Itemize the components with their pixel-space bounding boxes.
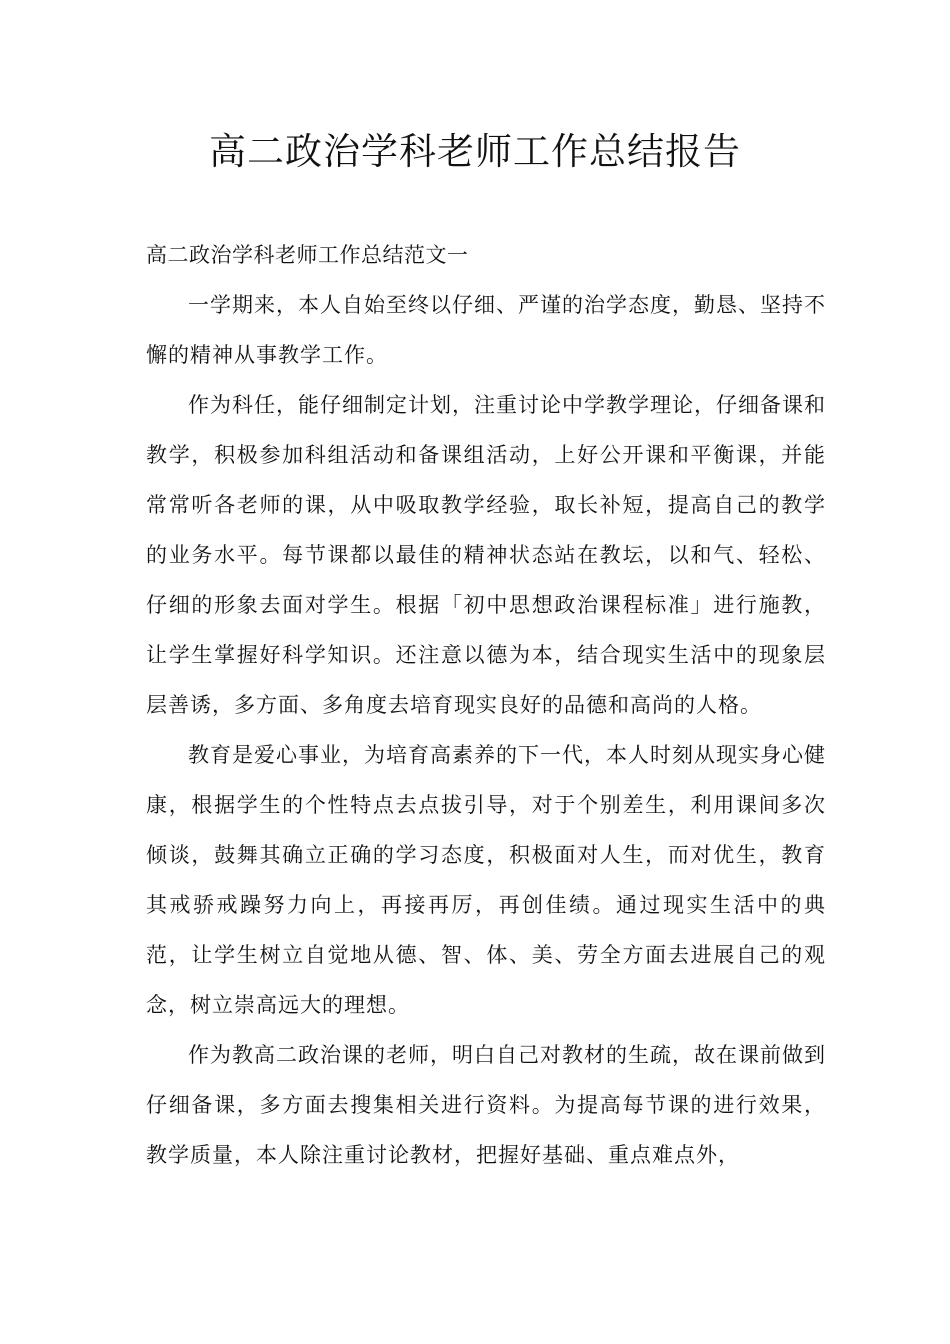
document-body bbox=[146, 230, 826, 1180]
paragraph-2: 作为科任，能仔细制定计划，注重讨论中学教学理论，仔细备课和教学，积极参加科组活动和备课组活动，上好公开课和平衡课，并能常常听各老师的课，从中吸取教学经验，取长补短，提高自己的教学的业务水平。每节课都以最佳的精神状态站在教坛，以和气、轻松、仔细的形象去面对学生。根据「初中思想政治课程标准」进行施教，让学生掌握好科学知识。还注意以德为本，结合现实生活中的现象层层善诱，多方面、多角度去培育现实良好的品德和高尚的人格。 bbox=[146, 393, 826, 717]
paragraph-1: 一学期来，本人自始至终以仔细、严谨的治学态度，勤恳、坚持不懈的精神从事教学工作。 bbox=[146, 293, 826, 367]
paragraph-3: 教育是爱心事业，为培育高素养的下一代，本人时刻从现实身心健康，根据学生的个性特点去点拔引导，对于个别差生，利用课间多次倾谈，鼓舞其确立正确的学习态度，积极面对人生，而对优生，教育其戒骄戒躁努力向上，再接再厉，再创佳绩。通过现实生活中的典范，让学生树立自觉地从德、智、体、美、劳全方面去进展自己的观念，树立崇高远大的理想。 bbox=[146, 743, 826, 1017]
paragraph-4: 作为教高二政治课的老师，明白自己对教材的生疏，故在课前做到仔细备课，多方面去搜集相关进行资料。为提高每节课的进行效果，教学质量，本人除注重讨论教材，把握好基础、重点难点外， bbox=[146, 1043, 826, 1167]
document-title: 高二政治学科老师工作总结报告 bbox=[209, 130, 741, 173]
document-subtitle: 高二政治学科老师工作总结范文一 bbox=[146, 243, 469, 267]
